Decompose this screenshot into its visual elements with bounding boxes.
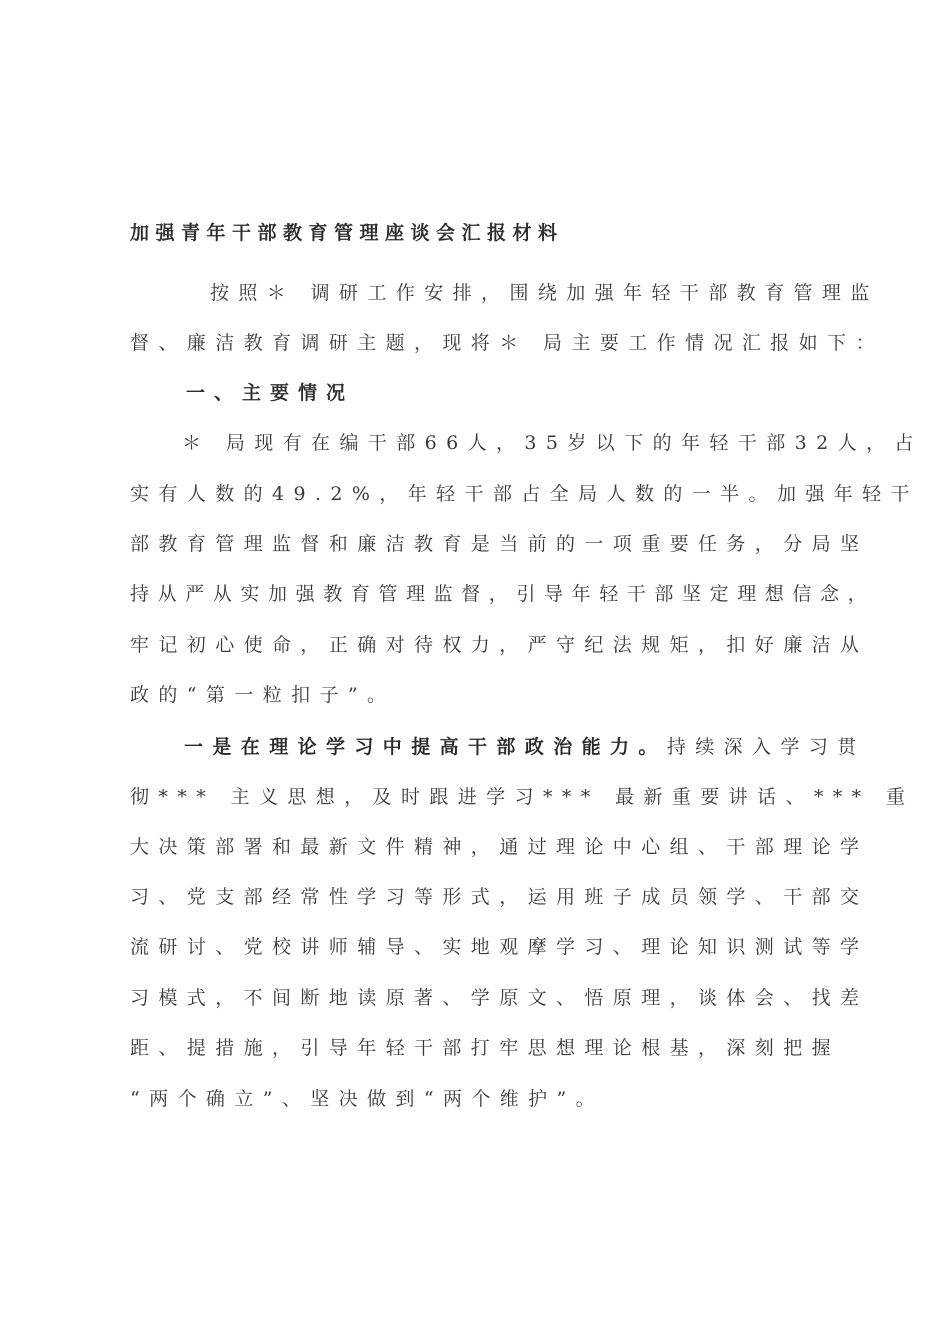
paragraph-line: 流研讨、党校讲师辅导、实地观摩学习、理论知识测试等学 [130, 936, 869, 958]
paragraph-line: 牢记初心使命，正确对待权力，严守纪法规矩，扣好廉洁从 [130, 634, 869, 656]
paragraph-line: 彻*** 主义思想，及时跟进学习*** 最新重要讲话、*** 重 [130, 786, 915, 808]
paragraph-line: 大决策部署和最新文件精神，通过理论中心组、干部理论学 [130, 836, 869, 858]
paragraph-line [184, 733, 866, 761]
paragraph-line: 习、党支部经常性学习等形式，运用班子成员领学、干部交 [130, 886, 869, 908]
point-lead-rest: 持续深入学习贯 [666, 736, 866, 758]
paragraph-line: 政的“第一粒扣子”。 [130, 684, 396, 706]
paragraph-line: 持从严从实加强教育管理监督，引导年轻干部坚定理想信念， [130, 583, 876, 605]
document-title: 加强青年干部教育管理座谈会汇报材料 [130, 222, 564, 244]
paragraph-line: 实有人数的49.2%，年轻干部占全局人数的一半。加强年轻干 [130, 483, 919, 505]
paragraph-line: 部教育管理监督和廉洁教育是当前的一项重要任务，分局坚 [130, 533, 869, 555]
paragraph-line: 习模式，不间断地读原著、学原文、悟原理，谈体会、找差 [130, 987, 869, 1009]
section-heading: 一、主要情况 [186, 382, 355, 404]
paragraph-line: “两个确立”、坚决做到“两个维护”。 [130, 1088, 605, 1110]
intro-line: 按照＊ 调研工作安排，围绕加强年轻干部教育管理监 [210, 282, 879, 304]
intro-line: 督、廉洁教育调研主题，现将＊ 局主要工作情况汇报如下： [130, 332, 884, 354]
paragraph-line: 距、提措施，引导年轻干部打牢思想理论根基，深刻把握 [130, 1037, 841, 1059]
point-lead: 一是在理论学习中提高干部政治能力。 [184, 736, 667, 758]
paragraph-line: ＊ 局现有在编干部66人，35岁以下的年轻干部32人，占 [182, 432, 923, 454]
